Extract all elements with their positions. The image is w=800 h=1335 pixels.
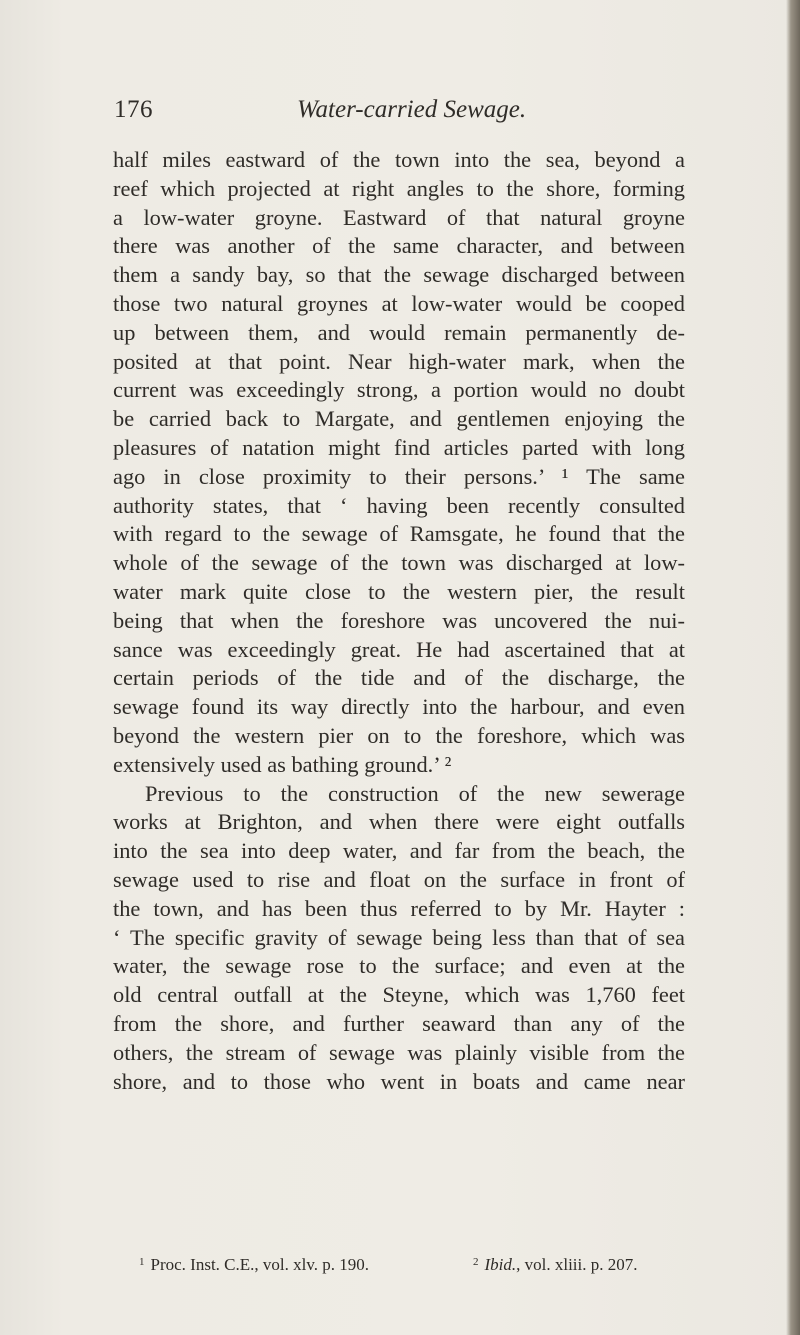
text-line-4: there was another of the same character, and between	[113, 233, 685, 259]
footnote-2-text: , vol. xliii. p. 207.	[516, 1255, 638, 1274]
text-line-28: ‘ The specific gravity of sewage being less than that of sea	[113, 924, 685, 950]
text-line-8: posited at that point. Near high-water mark, when the	[113, 348, 685, 374]
text-line-3: a low-water groyne. Eastward of that natural groyne	[113, 204, 685, 230]
text-line-26: sewage used to rise and float on the surface in front of	[113, 866, 685, 892]
text-line-32: others, the stream of sewage was plainly visible from the	[113, 1039, 685, 1065]
page-edge-shadow	[786, 0, 800, 1335]
text-line-11: pleasures of natation might find articles parted with long	[113, 434, 685, 460]
text-line-31: from the shore, and further seaward than any of the	[113, 1010, 685, 1036]
text-line-16: water mark quite close to the western pier, the result	[113, 578, 685, 604]
text-line-23: Previous to the construction of the new sewerage	[145, 780, 685, 806]
text-line-1: half miles eastward of the town into the sea, beyond a	[113, 147, 685, 172]
footnote-2-marker: 2	[473, 1256, 479, 1268]
text-line-5: them a sandy bay, so that the sewage discharged between	[113, 262, 685, 288]
text-line-22: extensively used as bathing ground.’ ²	[113, 751, 452, 777]
footnote-2	[473, 1250, 638, 1277]
text-line-17: being that when the foreshore was uncovered the nui-	[113, 607, 685, 633]
running-title: Water-carried Sewage.	[297, 96, 527, 123]
text-line-30: old central outfall at the Steyne, which was 1,760 feet	[113, 982, 685, 1008]
text-line-12: ago in close proximity to their persons.’ ¹ The same	[113, 463, 685, 489]
page-number: 176	[114, 96, 153, 123]
footnote-1-marker: 1	[139, 1256, 145, 1268]
text-line-14: with regard to the sewage of Ramsgate, he found that the	[113, 521, 685, 547]
text-line-33: shore, and to those who went in boats and came near	[113, 1068, 685, 1094]
body-text	[113, 146, 685, 1096]
text-line-25: into the sea into deep water, and far from the beach, the	[113, 838, 685, 864]
text-line-27: the town, and has been thus referred to by Mr. Hayter :	[113, 895, 685, 921]
text-line-19: certain periods of the tide and of the discharge, the	[113, 665, 685, 691]
text-line-9: current was exceedingly strong, a portion would no doubt	[113, 377, 685, 403]
footnote-1	[139, 1250, 369, 1277]
footnote-2-ibid: Ibid.	[484, 1255, 517, 1274]
text-line-2: reef which projected at right angles to the shore, forming	[113, 175, 685, 201]
text-line-29: water, the sewage rose to the surface; and even at the	[113, 953, 685, 979]
text-line-13: authority states, that ‘ having been recently consulted	[113, 492, 685, 518]
text-line-6: those two natural groynes at low-water would be cooped	[113, 290, 685, 316]
text-line-15: whole of the sewage of the town was discharged at low-	[113, 550, 685, 576]
text-line-24: works at Brighton, and when there were eight outfalls	[113, 809, 685, 835]
text-line-18: sance was exceedingly great. He had ascertained that at	[113, 636, 685, 662]
text-line-10: be carried back to Margate, and gentlemen enjoying the	[113, 406, 685, 432]
footnote-1-text: Proc. Inst. C.E., vol. xlv. p. 190.	[150, 1255, 369, 1274]
text-line-21: beyond the western pier on to the foreshore, which was	[113, 722, 685, 748]
text-line-20: sewage found its way directly into the harbour, and even	[113, 694, 685, 720]
text-line-7: up between them, and would remain permanently de-	[113, 319, 685, 345]
footnotes	[139, 1250, 699, 1274]
running-head	[114, 94, 684, 126]
